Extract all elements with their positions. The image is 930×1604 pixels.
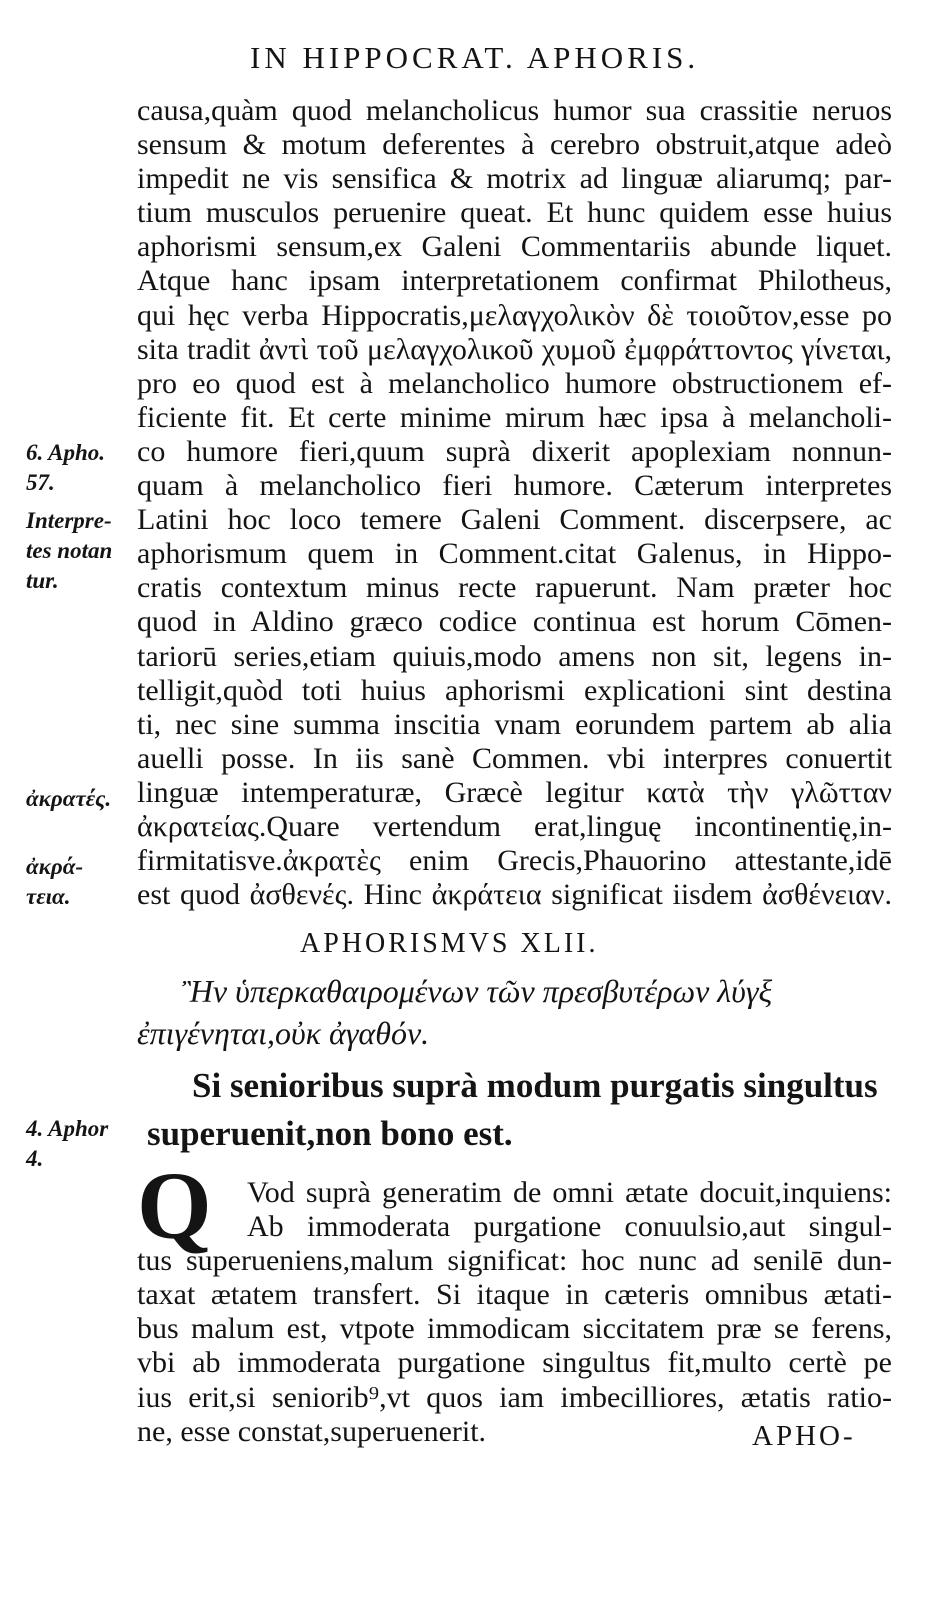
margin-note-aphorism-ref-2 — [26, 1114, 141, 1174]
text-line: aphorismi sensum,ex Galeni Commentariis abunde liquet. — [137, 230, 892, 264]
text-line: est quod ἀσθενές. Hinc ἀκράτεια significat iisdem ἀσθένειαν. — [137, 878, 892, 912]
margin-note-line: 57. — [26, 470, 55, 495]
text-line: tium musculos peruenire queat. Et hunc quidem esse huius — [137, 196, 892, 230]
margin-note-aphorism-ref — [26, 438, 141, 498]
text-line: co humore fieri,quum suprà dixerit apoplexiam nonnun- — [137, 434, 892, 468]
text-line: taxat ætatem transfert. Si itaque in cæteris omnibus ætati- — [137, 1278, 892, 1312]
text-line: firmitatisve.ἀκρατὲς enim Grecis,Phauorino attestante,idē — [137, 844, 892, 878]
commentary-block — [137, 1176, 892, 1449]
section-heading: APHORISMVS XLII. — [300, 928, 599, 959]
text-line: quam à melancholico fieri humore. Cæterum interpretes — [137, 469, 892, 503]
running-head: IN HIPPOCRAT. APHORIS. — [250, 40, 700, 75]
margin-note-akrates — [26, 784, 141, 814]
text-line: ti, nec sine summa inscitia vnam eorundem partem ab alia — [137, 707, 892, 741]
latin-line: Si senioribus suprà modum purgatis singultus — [192, 1066, 878, 1105]
greek-aphorism — [137, 970, 887, 1054]
text-line: Vod suprà generatim de omni ætate docuit,inquiens: — [247, 1176, 892, 1209]
text-line: Latini hoc loco temere Galeni Comment. discerpsere, ac — [137, 503, 892, 537]
text-line: ficiente fit. Et certe minime mirum hæc ipsa à melancholi- — [137, 400, 892, 434]
text-line: pro eo quod est à melancholico humore obstructionem ef- — [137, 366, 892, 400]
latin-aphorism — [147, 1062, 887, 1158]
text-line: causa,quàm quod melancholicus humor sua crassitie neruos — [137, 94, 892, 127]
text-line: tus superueniens,malum significat: hoc nunc ad senilē dun- — [137, 1244, 892, 1278]
text-line: sensum & motum deferentes à cerebro obstruit,atque adeò — [137, 128, 892, 162]
text-line: impedit ne vis sensifica & motrix ad linguæ aliarumq; par- — [137, 162, 892, 196]
text-line: aphorismum quem in Comment.citat Galenus, in Hippo- — [137, 537, 892, 571]
catchword: APHO- — [752, 1420, 856, 1452]
text-line: cratis contextum minus recte rapuerunt. Nam præter hoc — [137, 571, 892, 605]
margin-note-line: τεια. — [26, 884, 71, 909]
margin-note-line: ἀκρά- — [26, 854, 84, 879]
margin-note-line: 4. Aphor — [26, 1116, 109, 1141]
text-line: ἀκρατείας.Quare vertendum erat,linguę incontinentię,in- — [137, 809, 892, 843]
text-line: Ab immoderata purgatione conuulsio,aut singul- — [247, 1210, 892, 1244]
text-line: ius erit,si seniorib⁹,vt quos iam imbecilliores, ætatis ratio- — [137, 1380, 892, 1414]
margin-note-line: 4. — [26, 1146, 44, 1171]
text-line: vbi ab immoderata purgatione singultus fit,multo certè pe — [137, 1346, 892, 1380]
drop-cap-initial: Q — [137, 1152, 212, 1259]
main-text-block — [137, 94, 892, 912]
latin-line: superuenit,non bono est. — [147, 1114, 513, 1153]
margin-note-interpreters — [26, 506, 141, 596]
margin-note-line: ἀκρατές. — [26, 786, 112, 811]
text-line: quod in Aldino græco codice continua est horum Cōmen- — [137, 605, 892, 639]
margin-note-akrateia — [26, 852, 141, 912]
text-line: linguæ intemperaturæ, Græcè legitur κατὰ τὴν γλῶτταν — [137, 775, 892, 809]
margin-note-line: 6. Apho. — [26, 440, 106, 465]
text-line: Atque hanc ipsam interpretationem confirmat Philotheus, — [137, 264, 892, 298]
text-line: tariorū series,etiam quiuis,modo amens non sit, legens in- — [137, 639, 892, 673]
greek-line: Ἢν ὑπερκαθαιρομένων τῶν πρεσβυτέρων λύγξ — [182, 973, 773, 1009]
text-line: ne, esse constat,superuenerit. — [137, 1414, 487, 1448]
text-line: auelli posse. In iis sanè Commen. vbi interpres conuertit — [137, 741, 892, 775]
margin-note-line: tur. — [26, 568, 59, 593]
margin-note-line: tes notan — [26, 538, 113, 563]
text-line: qui hęc verba Hippocratis,μελαγχολικὸν δὲ τοιοῦτον,esse po — [137, 298, 892, 332]
greek-line: ἐπιγένηται,οὐκ ἀγαθόν. — [137, 1015, 430, 1051]
margin-note-line: Interpre- — [26, 508, 112, 533]
text-line: telligit,quòd toti huius aphorismi explicationi sint destina — [137, 673, 892, 707]
text-line: bus malum est, vtpote immodicam siccitatem præ se ferens, — [137, 1312, 892, 1346]
text-line: sita tradit ἀντὶ τοῦ μελαγχολικοῦ χυμοῦ ἐμφράττοντος γίνεται, — [137, 332, 892, 366]
